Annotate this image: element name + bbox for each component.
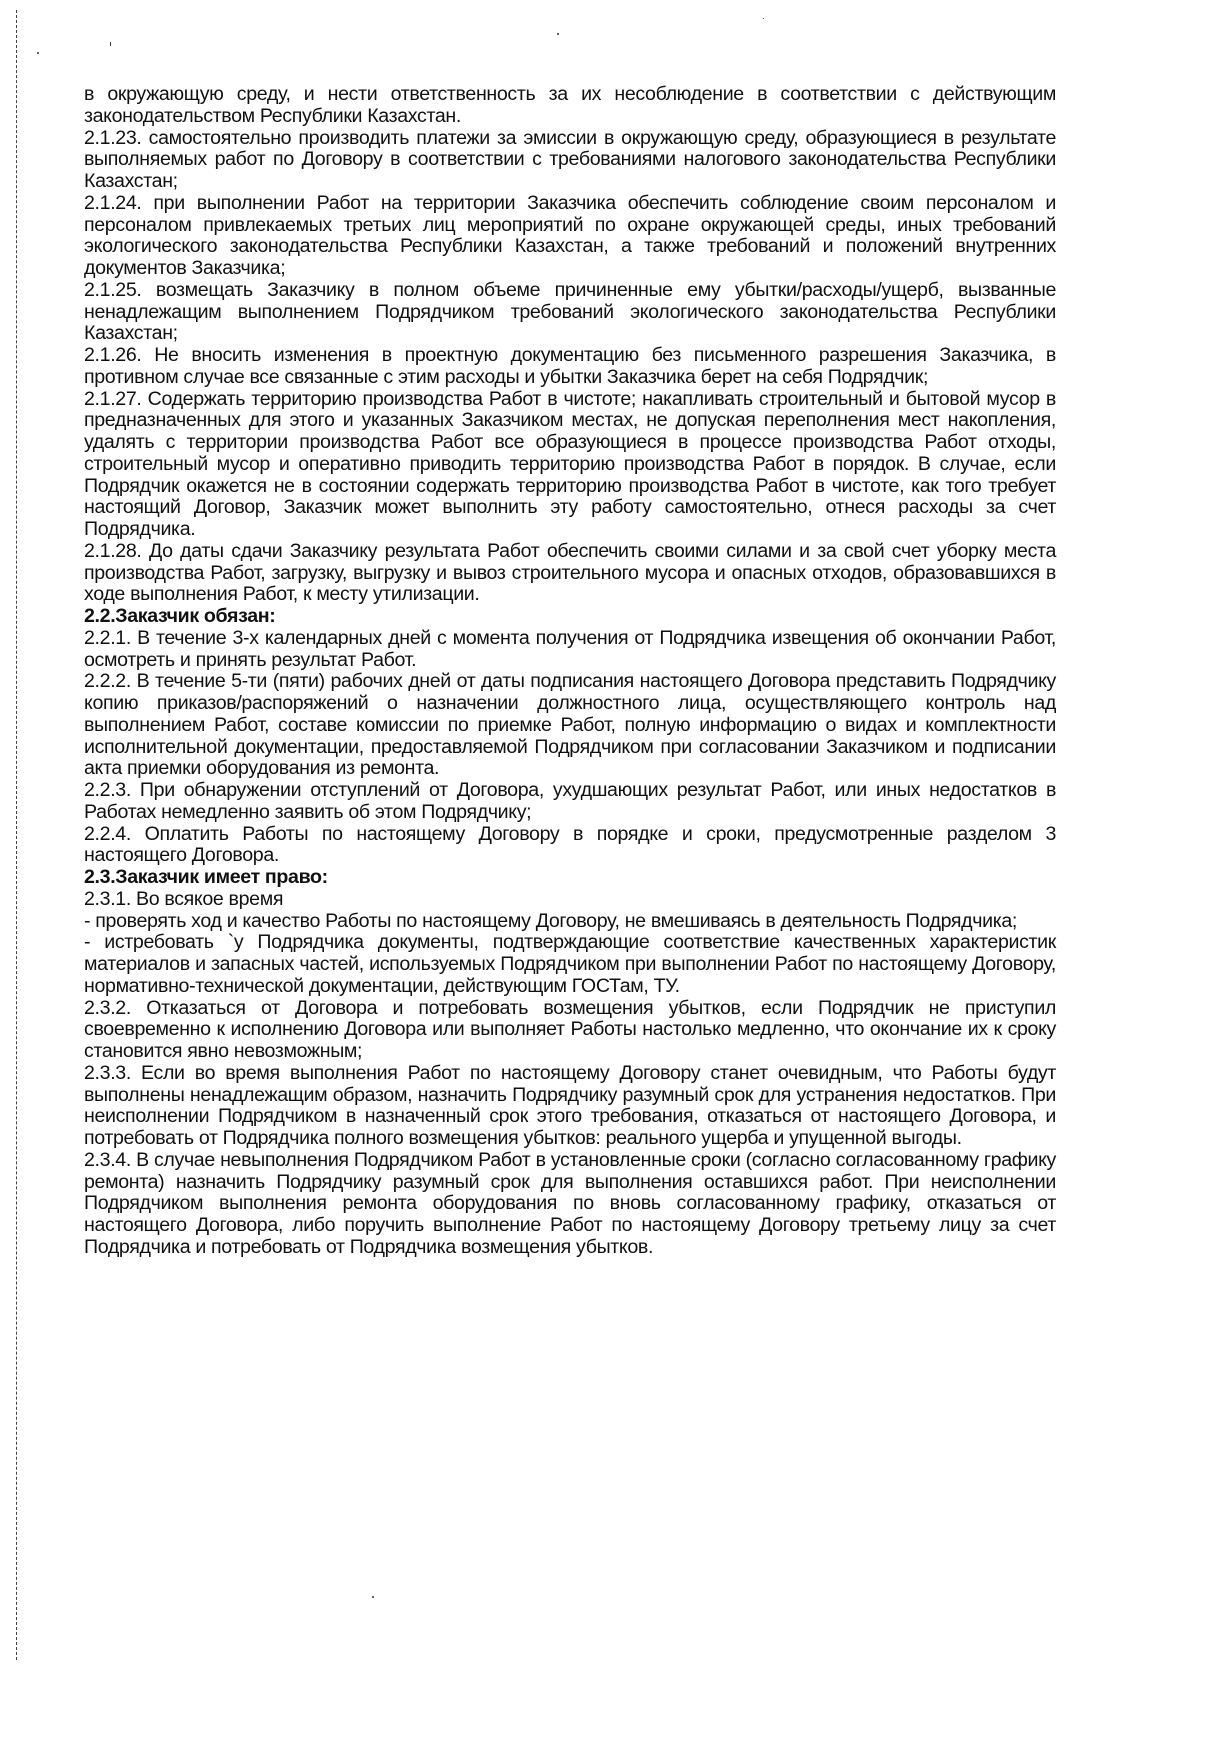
paragraph-2-3-1-check-progress: - проверять ход и качество Работы по настоящему Договору, не вмешиваясь в деятельность Подрядчика; [84,909,1018,932]
paragraph-2-2-1: 2.2.1. В течение 3-х календарных дней с момента получения от Подрядчика извещения об окончании Работ, осмотреть и принять результат Работ. [84,626,1056,671]
paragraph-2-3-3: 2.3.3. Если во время выполнения Работ по настоящему Договору станет очевидным, что Работы будут выполнены ненадлежащим образом, назначить Подрядчику разумный срок для устранения недостатков. При неисполнении Подрядчиком в назначенный срок этого требования, отказаться от настоящего Договора, и потребовать от Подрядчика полного возмещения убытков: реального ущерба и упущенной выгоды. [84,1061,1056,1149]
paragraph-2-2-2: 2.2.2. В течение 5-ти (пяти) рабочих дней от даты подписания настоящего Договора представить Подрядчику копию приказов/распоряжений о назначении должностного лица, осуществляющего контроль над выполнением Работ, составе комиссии по приемке Работ, полную информацию о видах и комплектности исполнительной документации, предоставляемой Подрядчиком при согласовании Заказчиком и подписании акта приемки оборудования из ремонта. [84,670,1056,780]
paragraph-2-1-24: 2.1.24. при выполнении Работ на территории Заказчика обеспечить соблюдение своим персоналом и персоналом привлекаемых третьих лиц мероприятий по охране окружающей среды, иных требований экологического законодательства Республики Казахстан, а также требований и положений внутренних документов Заказчика; [84,191,1056,279]
scan-speck [763,18,764,19]
scan-speck [372,1596,374,1598]
paragraph-2-2-4: 2.2.4. Оплатить Работы по настоящему Договору в порядке и сроки, предусмотренные разделом 3 настоящего Договора. [84,822,1056,867]
paragraph-env-liability: в окружающую среду, и нести ответственность за их несоблюдение в соответствии с действующим законодательством Республики Казахстан. [84,83,1056,127]
paragraph-2-3-2: 2.3.2. Отказаться от Договора и потребовать возмещения убытков, если Подрядчик не приступил своевременно к исполнению Договора или выполняет Работы настолько медленно, что окончание их к сроку становится явно невозможным; [84,996,1056,1062]
paragraph-2-1-25: 2.1.25. возмещать Заказчику в полном объеме причиненные ему убытки/расходы/ущерб, вызванные ненадлежащим выполнением Подрядчиком требований экологического законодательства Республики Казахстан; [84,278,1056,345]
paragraph-2-1-27: 2.1.27. Содержать территорию производства Работ в чистоте; накапливать строительный и бытовой мусор в предназначенных для этого и указанных Заказчиком местах, не допуская переполнения мест накопления, удалять с территории производства Работ все образующиеся в процессе производства Работ отходы, строительный мусор и оперативно приводить территорию производства Работ в порядок. В случае, если Подрядчик окажется не в состоянии содержать территорию производства Работ в чистоте, как того требует настоящий Договор, Заказчик может выполнить эту работу самостоятельно, отнеся расходы за счет Подрядчика. [84,387,1056,540]
scan-speck [37,52,39,54]
paragraph-2-1-28: 2.1.28. До даты сдачи Заказчику результата Работ обеспечить своими силами и за свой счет уборку места производства Работ, загрузку, выгрузку и вывоз строительного мусора и опасных отходов, образовавшихся в ходе выполнения Работ, к месту утилизации. [84,539,1056,606]
scan-speck [110,42,111,46]
paragraph-2-1-26: 2.1.26. Не вносить изменения в проектную документацию без письменного разрешения Заказчика, в противном случае все связанные с этим расходы и убытки Заказчика берет на себя Подрядчик; [84,344,1056,388]
document-body [84,84,1056,1259]
paragraph-2-3-1-request-documents: - истребовать `у Подрядчика документы, подтверждающие соответствие качественных характеристик материалов и запасных частей, используемых Подрядчиком при выполнении Работ по настоящему Договору, нормативно-технической документации, действующим ГОСТам, ТУ. [84,931,1056,997]
paragraph-2-3-1: 2.3.1. Во всякое время [84,887,284,910]
paragraph-2-2-3: 2.2.3. При обнаружении отступлений от Договора, ухудшающих результат Работ, или иных недостатков в Работах немедленно заявить об этом Подрядчику; [84,779,1056,823]
scan-margin-dashed-line [16,10,17,1660]
paragraph-2-3-4: 2.3.4. В случае невыполнения Подрядчиком Работ в установленные сроки (согласно согласованному графику ремонта) назначить Подрядчику разумный срок для выполнения оставшихся работ. При неисполнении Подрядчиком выполнения ремонта оборудования по вновь согласованному графику, отказаться от настоящего Договора, либо поручить выполнение Работ по настоящему Договору третьему лицу за счет Подрядчика и потребовать от Подрядчика возмещения убытков. [84,1148,1056,1258]
paragraph-2-1-23: 2.1.23. самостоятельно производить платежи за эмиссии в окружающую среду, образующиеся в результате выполняемых работ по Договору в соответствии с требованиями налогового законодательства Республики Казахстан; [84,126,1056,192]
scan-speck [557,33,559,35]
section-heading-2-3: 2.3.Заказчик имеет право: [84,866,328,888]
section-heading-2-2: 2.2.Заказчик обязан: [84,605,276,627]
